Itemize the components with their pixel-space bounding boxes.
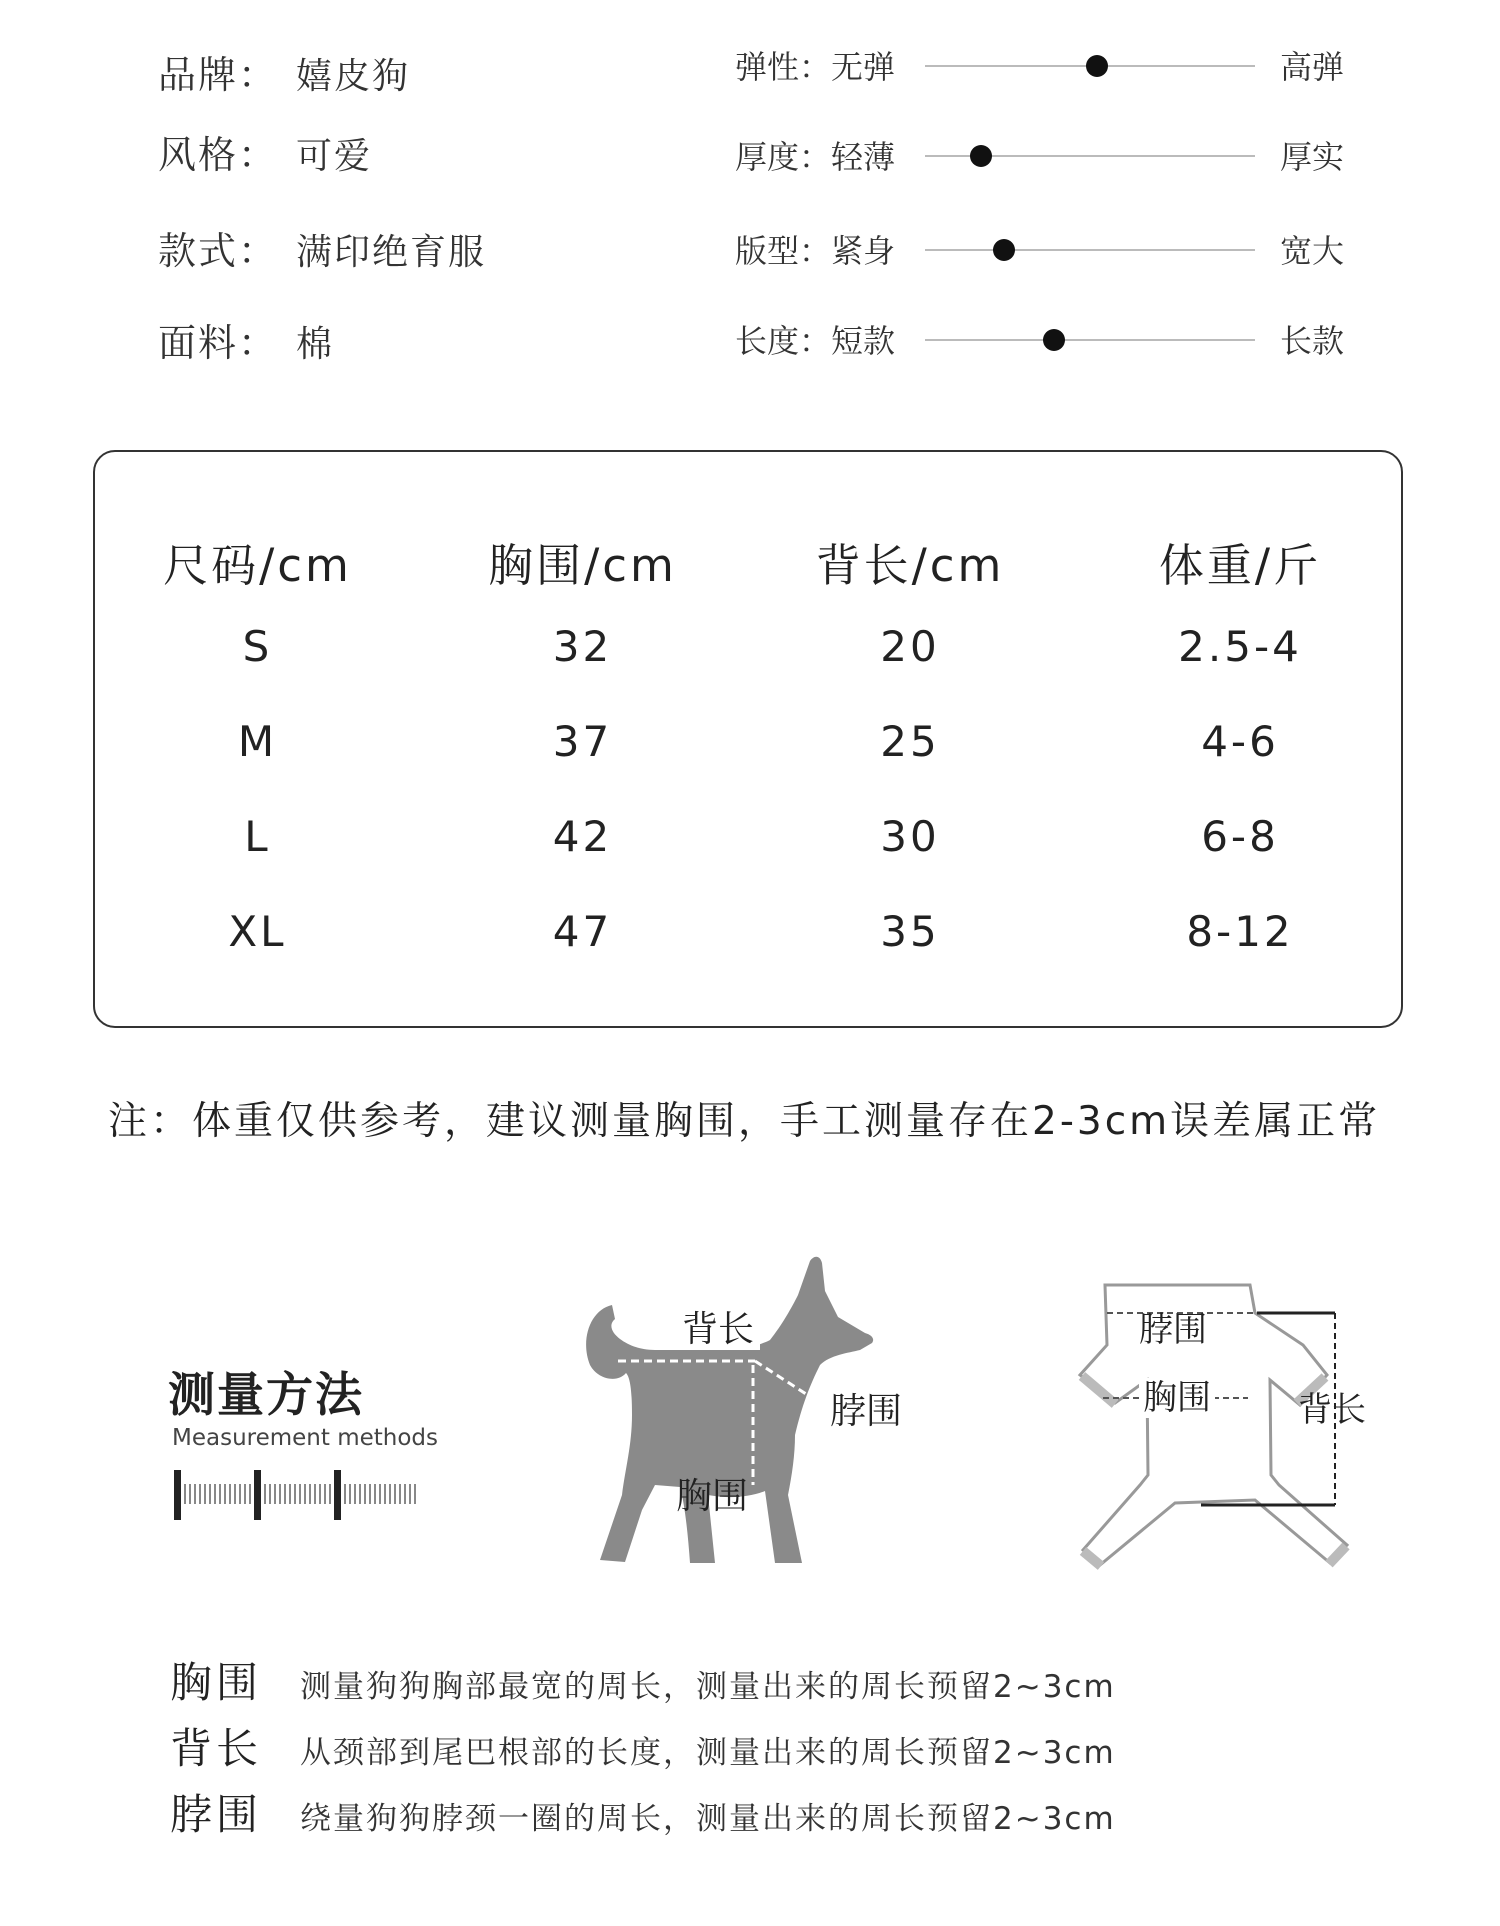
ruler-tick [199, 1484, 201, 1504]
attr-type [158, 220, 486, 275]
desc-chest [170, 1650, 1116, 1710]
dog-neck-label: 脖围 [830, 1391, 903, 1432]
scale-elasticity [735, 34, 1355, 94]
cell-weight: 2.5-4 [1178, 622, 1302, 671]
cell-weight: 6-8 [1201, 812, 1279, 861]
table-row [95, 599, 1405, 694]
ruler-tick [314, 1484, 316, 1504]
attr-brand-value: 嬉皮狗 [296, 56, 411, 97]
header-weight: 体重/斤 [1158, 539, 1322, 592]
ruler-tick [279, 1484, 281, 1504]
ruler-tick [304, 1484, 306, 1504]
size-table-header [95, 524, 1405, 599]
ruler-tick [349, 1484, 351, 1504]
desc-chest-text: 测量狗狗胸部最宽的周长，测量出来的周长预留2~3cm [300, 1669, 1116, 1705]
ruler-tick [374, 1484, 376, 1504]
ruler-tick [399, 1484, 401, 1504]
desc-back-length-text: 从颈部到尾巴根部的长度，测量出来的周长预留2~3cm [300, 1735, 1116, 1771]
desc-neck [170, 1782, 1116, 1842]
scale-elasticity-track [925, 65, 1255, 67]
ruler-icon [172, 1470, 422, 1522]
size-note: 注：体重仅供参考，建议测量胸围，手工测量存在2-3cm误差属正常 [108, 1099, 1381, 1144]
ruler-tick [294, 1484, 296, 1504]
cell-back-length: 30 [880, 812, 940, 861]
scale-fit-right: 宽大 [1280, 232, 1345, 270]
attr-style-value: 可爱 [296, 136, 373, 177]
ruler-tick [274, 1484, 276, 1504]
cell-back-length: 25 [880, 717, 940, 766]
cell-chest: 37 [552, 717, 613, 766]
cell-size: S [242, 622, 273, 671]
ruler-tick [289, 1484, 291, 1504]
scale-elasticity-right: 高弹 [1280, 48, 1345, 86]
ruler-tick [324, 1484, 326, 1504]
ruler-tick [209, 1484, 211, 1504]
attr-fabric-value: 棉 [296, 324, 335, 365]
desc-back-length [170, 1716, 1116, 1776]
attr-brand-label: 品牌： [158, 53, 279, 97]
scale-length-track [925, 339, 1255, 341]
cell-back-length: 35 [880, 907, 940, 956]
table-row [95, 789, 1405, 884]
cell-weight: 8-12 [1186, 907, 1294, 956]
ruler-tick [364, 1484, 366, 1504]
size-table [95, 524, 1405, 979]
attr-style-label: 风格： [158, 133, 279, 177]
desc-neck-text: 绕量狗狗脖颈一圈的周长，测量出来的周长预留2~3cm [300, 1801, 1116, 1837]
ruler-tick [224, 1484, 226, 1504]
ruler-tick [369, 1484, 371, 1504]
cell-size: XL [228, 907, 287, 956]
ruler-tick [384, 1484, 386, 1504]
header-size: 尺码/cm [163, 539, 352, 592]
scale-fit-label: 版型：紧身 [735, 232, 896, 270]
size-chart-box [93, 450, 1403, 1028]
ruler-tick [344, 1484, 346, 1504]
ruler-tick [359, 1484, 361, 1504]
header-back-length: 背长/cm [815, 539, 1005, 592]
attr-type-label: 款式： [158, 229, 279, 273]
desc-chest-term: 胸围 [170, 1658, 263, 1707]
attr-type-value: 满印绝育服 [296, 232, 487, 273]
ruler-tick [244, 1484, 246, 1504]
ruler-tick [229, 1484, 231, 1504]
cell-back-length: 20 [880, 622, 940, 671]
scale-length-marker [1043, 329, 1065, 351]
scale-elasticity-label: 弹性：无弹 [735, 48, 896, 86]
ruler-tick [404, 1484, 406, 1504]
ruler-tick [249, 1484, 251, 1504]
ruler-tick [319, 1484, 321, 1504]
ruler-tick [389, 1484, 391, 1504]
dog-chest-label: 胸围 [676, 1476, 749, 1517]
scale-length-label: 长度：短款 [735, 322, 896, 360]
ruler-tick [299, 1484, 301, 1504]
scale-fit-track [925, 249, 1255, 251]
ruler-tick [264, 1484, 266, 1504]
ruler-tick [189, 1484, 191, 1504]
header-chest: 胸围/cm [488, 539, 677, 592]
ruler-tick [329, 1484, 331, 1504]
cell-weight: 4-6 [1201, 717, 1279, 766]
cell-size: L [244, 812, 271, 861]
ruler-tick [379, 1484, 381, 1504]
scale-thickness [735, 124, 1355, 184]
ruler-tick [409, 1484, 411, 1504]
dog-back-label: 背长 [676, 1310, 760, 1350]
desc-neck-term: 脖围 [170, 1790, 263, 1839]
scale-length-right: 长款 [1280, 322, 1345, 360]
cell-chest: 42 [552, 812, 613, 861]
ruler-tick [394, 1484, 396, 1504]
ruler-tick [219, 1484, 221, 1504]
garment-neck-label: 脖围 [1139, 1310, 1207, 1350]
cell-size: M [237, 717, 278, 766]
ruler-tick [184, 1484, 186, 1504]
method-title: 测量方法 [168, 1368, 364, 1423]
ruler-tick [204, 1484, 206, 1504]
scale-thickness-right: 厚实 [1280, 138, 1345, 176]
ruler-tick [354, 1484, 356, 1504]
garment-back-label: 背长 [1298, 1390, 1366, 1430]
cell-chest: 47 [552, 907, 613, 956]
garment-left-leg-cuff [1083, 1551, 1101, 1566]
ruler-tick [309, 1484, 311, 1504]
ruler-tick [414, 1484, 416, 1504]
attr-fabric [158, 312, 334, 367]
scale-elasticity-marker [1086, 55, 1108, 77]
ruler-tick [269, 1484, 271, 1504]
attr-style [158, 124, 372, 179]
scale-thickness-track [925, 155, 1255, 157]
garment-right-leg-cuff [1329, 1546, 1346, 1564]
table-row [95, 694, 1405, 789]
desc-back-length-term: 背长 [170, 1724, 263, 1773]
scale-fit-marker [993, 239, 1015, 261]
scale-length [735, 308, 1355, 368]
table-row [95, 884, 1405, 979]
scale-thickness-label: 厚度：轻薄 [735, 138, 896, 176]
attr-fabric-label: 面料： [158, 321, 279, 365]
scale-thickness-marker [970, 145, 992, 167]
garment-chest-label: 胸围 [1139, 1378, 1215, 1418]
garment-left-cuff [1082, 1376, 1115, 1404]
ruler-tick [214, 1484, 216, 1504]
scale-fit [735, 218, 1355, 278]
method-subtitle: Measurement methods [172, 1425, 439, 1451]
ruler-tick [234, 1484, 236, 1504]
cell-chest: 32 [552, 622, 613, 671]
ruler-tick [239, 1484, 241, 1504]
attr-brand [158, 44, 410, 99]
ruler-tick [194, 1484, 196, 1504]
ruler-tick [284, 1484, 286, 1504]
